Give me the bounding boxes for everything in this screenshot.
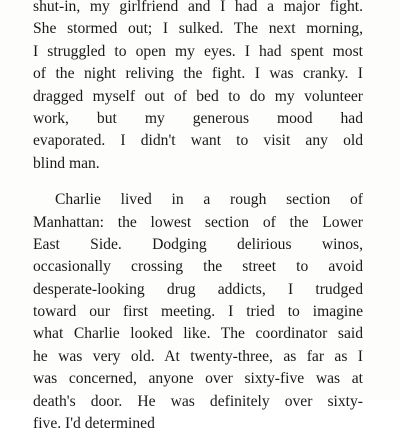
text-line: evaporated. I didn't want to visit any old bbox=[33, 132, 363, 150]
text-line: was concerned, anyone over sixty-five was at bbox=[33, 370, 363, 388]
text-line: Charlie lived in a rough section of bbox=[55, 191, 363, 209]
text-line: five. I'd determined bbox=[33, 415, 155, 433]
text-line: shut-in, my girlfriend and I had a major fight. bbox=[33, 0, 363, 15]
text-line: occasionally crossing the street to avoid bbox=[33, 258, 363, 276]
text-line: of the night reliving the fight. I was cranky. I bbox=[33, 65, 363, 83]
paragraph-1 bbox=[33, 0, 363, 175]
page-text bbox=[33, 0, 363, 433]
text-line: toward our first meeting. I tried to imagine bbox=[33, 303, 363, 321]
text-line: desperate-looking drug addicts, I trudged bbox=[33, 280, 363, 298]
text-line: dragged myself out of bed to do my volunteer bbox=[33, 87, 363, 105]
text-line: East Side. Dodging delirious winos, bbox=[33, 235, 363, 253]
text-line: what Charlie looked like. The coordinator said bbox=[33, 325, 363, 343]
text-line: Manhattan: the lowest section of the Lower bbox=[33, 213, 363, 231]
text-line: blind man. bbox=[33, 154, 100, 172]
text-line: death's door. He was definitely over sixty- bbox=[33, 392, 363, 410]
paragraph-2 bbox=[33, 189, 363, 433]
text-line: I struggled to open my eyes. I had spent most bbox=[33, 42, 363, 60]
text-line: work, but my generous mood had bbox=[33, 109, 363, 127]
text-line: She stormed out; I sulked. The next morning, bbox=[33, 20, 363, 38]
text-line: he was very old. At twenty-three, as far as I bbox=[33, 347, 363, 365]
